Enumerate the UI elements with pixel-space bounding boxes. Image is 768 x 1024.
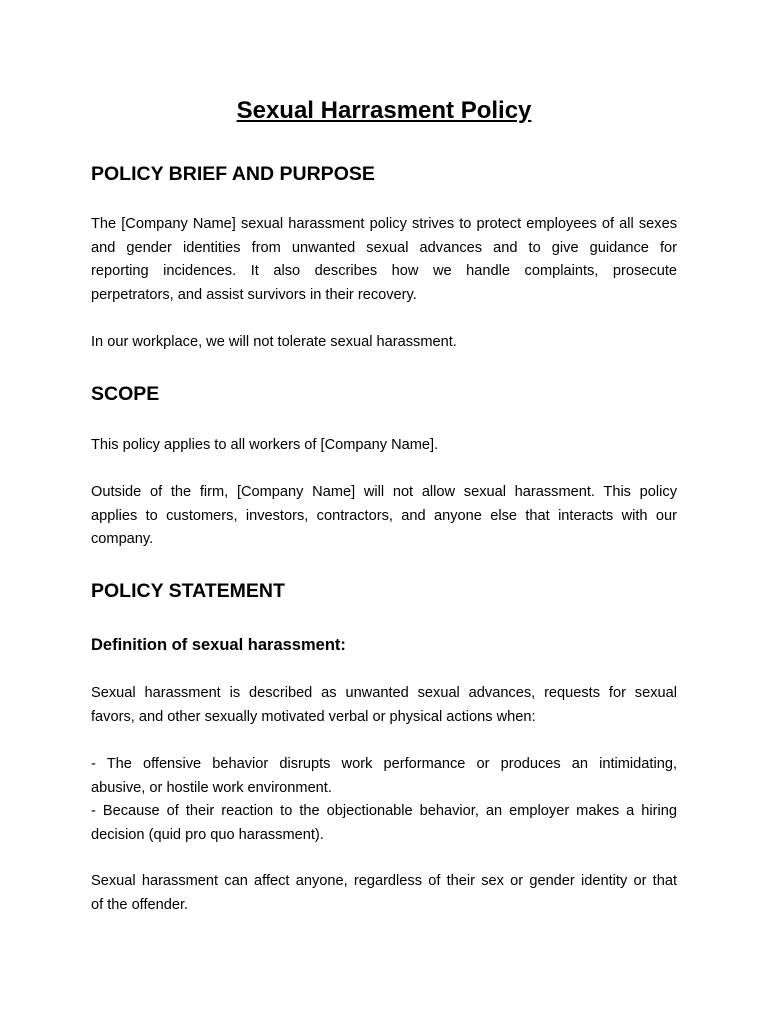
section-heading-statement: POLICY STATEMENT: [91, 580, 285, 602]
paragraph-line: The [Company Name] sexual harassment policy strives to protect employees of all sexes: [91, 216, 677, 232]
bullet-line: - The offensive behavior disrupts work performance or produces an intimidating,: [91, 756, 677, 772]
statement-bullets: [91, 753, 677, 847]
paragraph-line: reporting incidences. It also describes how we handle complaints, prosecute: [91, 263, 677, 279]
scope-paragraph-1: [91, 434, 677, 458]
paragraph-line: Outside of the firm, [Company Name] will not allow sexual harassment. This policy: [91, 484, 677, 500]
paragraph-line: This policy applies to all workers of [Company Name].: [91, 437, 439, 453]
section-heading-brief: POLICY BRIEF AND PURPOSE: [91, 163, 375, 185]
paragraph-line: Sexual harassment is described as unwanted sexual advances, requests for sexual: [91, 685, 677, 701]
brief-paragraph-1: [91, 213, 677, 307]
document-title: Sexual Harrasment Policy: [236, 97, 532, 124]
subheading-definition: Definition of sexual harassment:: [91, 636, 346, 654]
brief-paragraph-2: [91, 331, 677, 355]
scope-paragraph-2: [91, 481, 677, 552]
paragraph-line: company.: [91, 531, 154, 547]
paragraph-line: In our workplace, we will not tolerate sexual harassment.: [91, 334, 457, 350]
section-heading-scope: SCOPE: [91, 383, 160, 405]
paragraph-line: perpetrators, and assist survivors in their recovery.: [91, 286, 417, 303]
bullet-line: abusive, or hostile work environment.: [91, 779, 332, 796]
bullet-line: decision (quid pro quo harassment).: [91, 826, 324, 843]
paragraph-line: and gender identities from unwanted sexual advances and to give guidance for: [91, 239, 677, 256]
paragraph-line: of the offender.: [91, 896, 189, 913]
bullet-line: - Because of their reaction to the objectionable behavior, an employer makes a hiring: [91, 803, 677, 819]
paragraph-line: favors, and other sexually motivated verbal or physical actions when:: [91, 708, 536, 725]
paragraph-line: applies to customers, investors, contractors, and anyone else that interacts with our: [91, 507, 677, 524]
statement-paragraph-1: [91, 682, 677, 729]
paragraph-line: Sexual harassment can affect anyone, regardless of their sex or gender identity or that: [91, 873, 677, 889]
statement-paragraph-2: [91, 870, 677, 917]
